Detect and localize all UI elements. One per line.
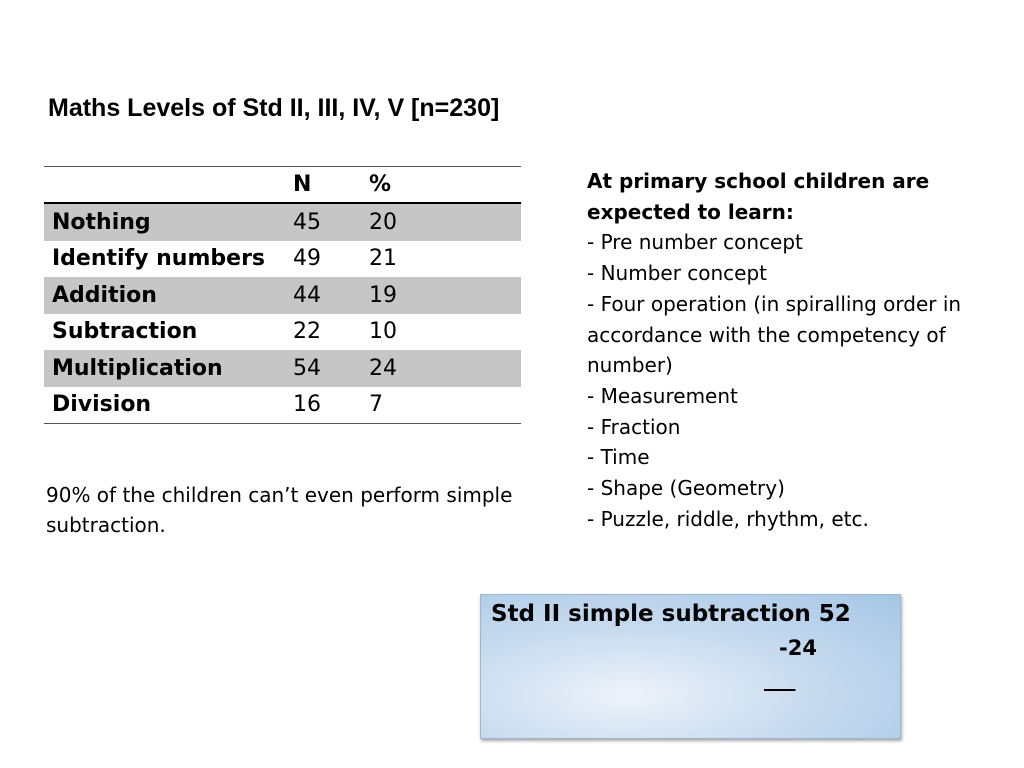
learning-item: - Number concept bbox=[587, 261, 768, 286]
row-percent: 10 bbox=[369, 319, 397, 345]
row-n: 16 bbox=[293, 392, 321, 418]
table-row bbox=[44, 203, 521, 241]
row-percent: 21 bbox=[369, 246, 397, 272]
example-line-3: ___ bbox=[764, 667, 796, 691]
row-percent: 19 bbox=[369, 277, 521, 314]
row-n: 45 bbox=[293, 203, 369, 241]
table-row bbox=[44, 314, 521, 351]
table-row bbox=[44, 241, 521, 278]
example-line-1: Std II simple subtraction 52 bbox=[491, 601, 851, 627]
header-label bbox=[44, 167, 293, 204]
learning-heading: At primary school children are expected to learn: bbox=[587, 169, 930, 224]
header-percent: % bbox=[369, 172, 392, 197]
learning-item: - Time bbox=[587, 445, 650, 470]
row-label: Nothing bbox=[44, 203, 293, 241]
example-line-2: -24 bbox=[779, 636, 817, 660]
row-percent: 7 bbox=[369, 392, 383, 418]
maths-levels-table bbox=[44, 166, 521, 424]
row-label: Identify numbers bbox=[52, 246, 266, 272]
table-row bbox=[44, 350, 521, 387]
row-n: 44 bbox=[293, 277, 369, 314]
levels-table bbox=[44, 166, 521, 424]
row-label: Subtraction bbox=[52, 319, 198, 345]
row-n: 22 bbox=[293, 319, 321, 345]
row-label: Addition bbox=[44, 277, 293, 314]
table-row bbox=[44, 387, 521, 424]
table-header-row bbox=[44, 167, 521, 204]
learning-item: - Shape (Geometry) bbox=[587, 476, 785, 501]
learning-item: - Pre number concept bbox=[587, 230, 803, 255]
subtraction-example-box bbox=[480, 594, 901, 739]
learning-item: - Measurement bbox=[587, 383, 738, 408]
row-percent: 24 bbox=[369, 350, 521, 387]
row-n: 54 bbox=[293, 350, 369, 387]
slide-title: Maths Levels of Std II, III, IV, V [n=230] bbox=[48, 94, 500, 122]
subtraction-note: 90% of the children can’t even perform simple subtraction. bbox=[46, 483, 513, 537]
learning-item: - Four operation (in spiralling order in accordance with the competency of number) bbox=[587, 291, 962, 378]
learning-item: - Fraction bbox=[587, 414, 681, 439]
row-label: Division bbox=[52, 392, 152, 418]
row-n: 49 bbox=[293, 246, 321, 272]
table-row bbox=[44, 277, 521, 314]
header-n: N bbox=[293, 172, 312, 197]
row-percent: 20 bbox=[369, 203, 521, 241]
learning-outcomes bbox=[587, 166, 1007, 534]
row-label: Multiplication bbox=[44, 350, 293, 387]
learning-item: - Puzzle, riddle, rhythm, etc. bbox=[587, 506, 869, 531]
